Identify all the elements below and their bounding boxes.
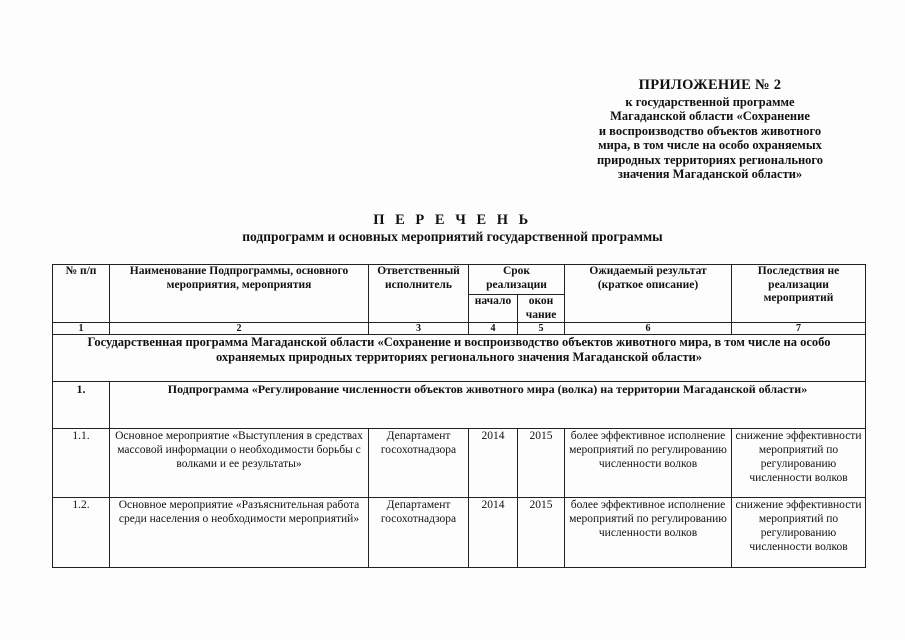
appendix-line: к государственной программе bbox=[625, 94, 795, 109]
header-start: начало bbox=[469, 295, 518, 323]
header-row bbox=[53, 265, 866, 295]
programs-table bbox=[52, 264, 866, 568]
row-executor: Департамент госохотнадзора bbox=[369, 429, 469, 498]
row-name: Основное мероприятие «Выступления в средствах массовой информации о необходимости борьбы с волками и ее результаты» bbox=[110, 429, 369, 498]
document-heading bbox=[0, 212, 905, 245]
subprogram-row bbox=[53, 382, 866, 429]
row-end: 2015 bbox=[518, 498, 565, 568]
row-consequence: снижение эффективности мероприятий по регулированию численности волков bbox=[732, 498, 866, 568]
column-number: 6 bbox=[565, 323, 732, 335]
row-name: Основное мероприятие «Разъяснительная работа среди населения о необходимости мероприятий» bbox=[110, 498, 369, 568]
column-number: 3 bbox=[369, 323, 469, 335]
header-name: Наименование Подпрограммы, основного мероприятия, мероприятия bbox=[110, 265, 369, 323]
heading-subtitle: подпрограмм и основных мероприятий государственной программы bbox=[242, 229, 663, 244]
row-start: 2014 bbox=[469, 498, 518, 568]
program-row bbox=[53, 335, 866, 382]
column-numbers-row bbox=[53, 323, 866, 335]
column-number: 7 bbox=[732, 323, 866, 335]
table-row bbox=[53, 498, 866, 568]
subprogram-title: Подпрограмма «Регулирование численности объектов животного мира (волка) на территории Магаданской области» bbox=[110, 382, 866, 429]
header-consequence: Последствия не реализации мероприятий bbox=[732, 265, 866, 323]
appendix-block bbox=[560, 78, 860, 182]
header-num: № п/п bbox=[53, 265, 110, 323]
row-consequence: снижение эффективности мероприятий по регулированию численности волков bbox=[732, 429, 866, 498]
appendix-line: значения Магаданской области» bbox=[617, 167, 803, 181]
column-number: 5 bbox=[518, 323, 565, 335]
heading-title: П Е Р Е Ч Е Н Ь bbox=[373, 212, 532, 228]
appendix-title: ПРИЛОЖЕНИЕ № 2 bbox=[638, 77, 782, 93]
header-result: Ожидаемый результат (краткое описание) bbox=[565, 265, 732, 323]
program-title: Государственная программа Магаданской области «Сохранение и воспроизводство объектов животного мира, в том числе на особо охраняемых природных территориях регионального значения Магаданской области» bbox=[53, 335, 866, 382]
row-start: 2014 bbox=[469, 429, 518, 498]
appendix-line: и воспроизводство объектов животного bbox=[598, 123, 822, 138]
header-term: Срок реализации bbox=[469, 265, 565, 295]
row-executor: Департамент госохотнадзора bbox=[369, 498, 469, 568]
column-number: 2 bbox=[110, 323, 369, 335]
row-num: 1.2. bbox=[53, 498, 110, 568]
table-row bbox=[53, 429, 866, 498]
header-executor: Ответственный исполнитель bbox=[369, 265, 469, 323]
row-result: более эффективное исполнение мероприятий по регулированию численности волков bbox=[565, 429, 732, 498]
appendix-line: Магаданской области «Сохранение bbox=[610, 109, 810, 123]
subprogram-num: 1. bbox=[53, 382, 110, 429]
row-num: 1.1. bbox=[53, 429, 110, 498]
row-result: более эффективное исполнение мероприятий по регулированию численности волков bbox=[565, 498, 732, 568]
column-number: 4 bbox=[469, 323, 518, 335]
header-end: окон чание bbox=[518, 295, 565, 323]
appendix-line: мира, в том числе на особо охраняемых bbox=[598, 138, 822, 152]
row-end: 2015 bbox=[518, 429, 565, 498]
column-number: 1 bbox=[53, 323, 110, 335]
appendix-line: природных территориях регионального bbox=[596, 152, 824, 167]
